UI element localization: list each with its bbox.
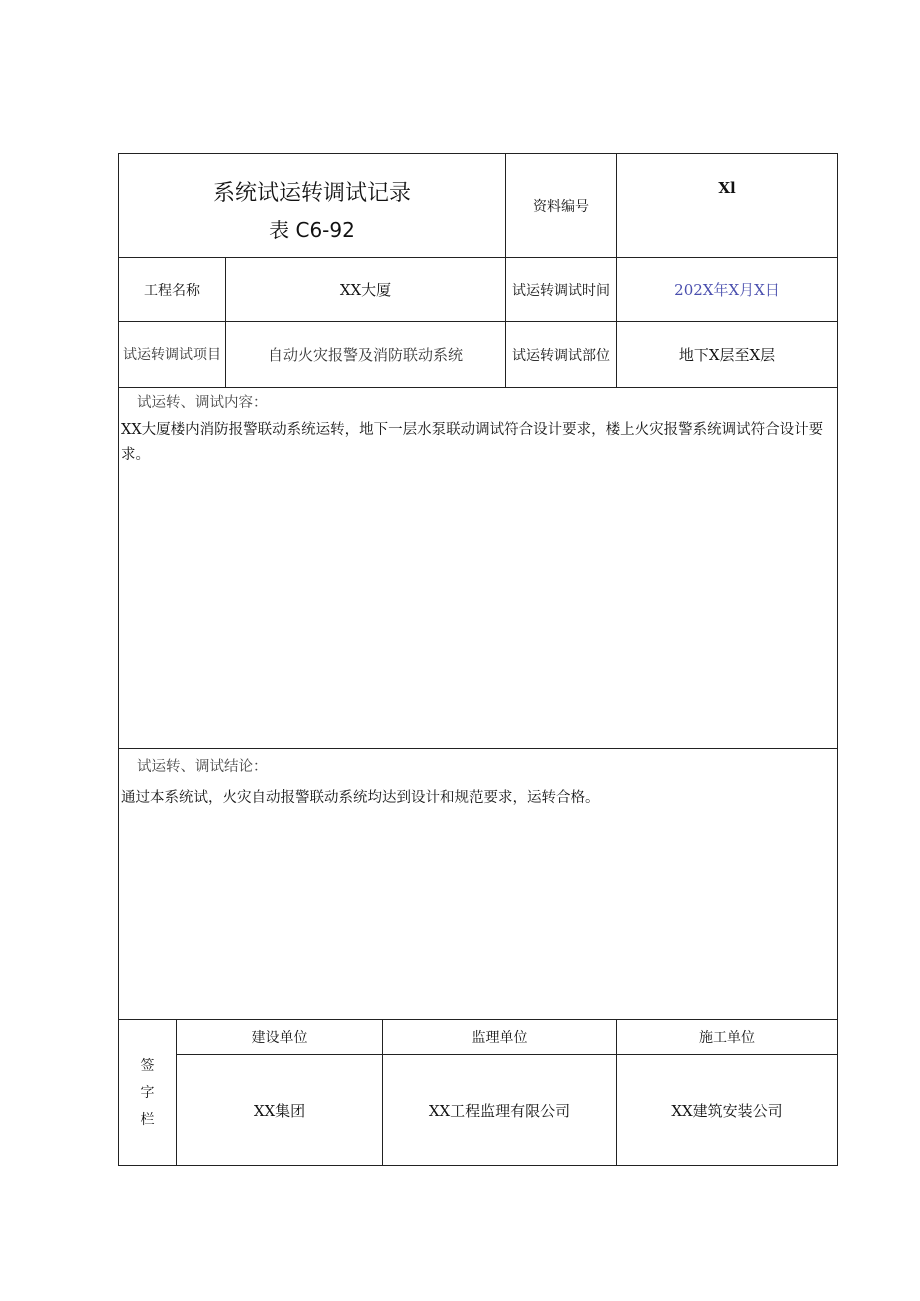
supervision-unit-header: 监理单位 (471, 1030, 528, 1046)
project-value: XX大厦 (339, 281, 392, 299)
supervision-unit-value: XX工程监理有限公司 (428, 1102, 571, 1120)
conclusion-text: 通过本系统试，火灾自动报警联动系统均达到设计和规范要求，运转合格。 (121, 790, 600, 806)
signature-label-char: 签 (140, 1057, 155, 1074)
item-label: 试运转调试项目 (123, 346, 221, 363)
construction-unit-header: 建设单位 (251, 1030, 308, 1046)
form-title: 系统试运转调试记录 (212, 181, 411, 206)
test-run-record-form (118, 153, 838, 1166)
signature-label (119, 1020, 176, 1166)
location-label: 试运转调试部位 (512, 347, 610, 364)
time-value: 202X年X月X日 (674, 281, 780, 299)
signature-label-char: 字 (140, 1084, 155, 1101)
construction-unit-value: XX集团 (253, 1102, 306, 1120)
row-divider (119, 748, 837, 749)
content-label: 试运转、调试内容： (137, 395, 268, 411)
conclusion-label: 试运转、调试结论： (137, 759, 268, 775)
doc-no-label: 资料编号 (533, 198, 589, 215)
form-code: 表 C6-92 (269, 218, 355, 242)
contractor-unit-value: XX建筑安装公司 (671, 1102, 783, 1120)
time-label: 试运转调试时间 (512, 282, 610, 299)
item-value: 自动火灾报警及消防联动系统 (267, 346, 463, 364)
content-text: XX大厦楼内消防报警联动系统运转，地下一层水泵联动调试符合设计要求，楼上火灾报警系统调试符合设计要求。 (121, 422, 824, 463)
location-value: 地下X层至X层 (678, 346, 776, 364)
project-label: 工程名称 (144, 282, 200, 299)
title-cell (119, 154, 505, 257)
doc-no-value: Xl (718, 179, 736, 197)
row-divider (119, 387, 837, 388)
contractor-unit-header: 施工单位 (699, 1030, 755, 1046)
signature-label-char: 栏 (140, 1111, 155, 1128)
